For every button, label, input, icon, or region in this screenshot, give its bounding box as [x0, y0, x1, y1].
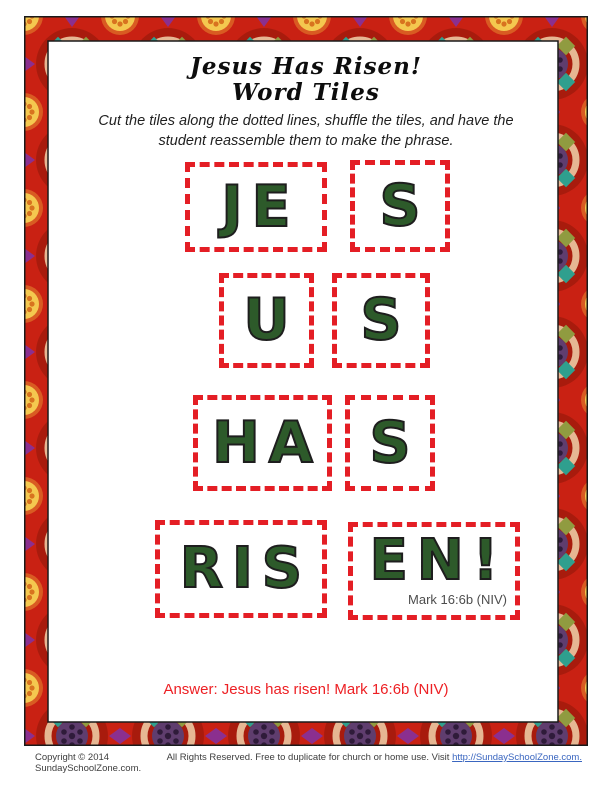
tile-letters: EN! — [369, 528, 508, 593]
word-tile-en — [348, 522, 520, 620]
page-title-line2: Word Tiles — [232, 79, 380, 106]
word-tile-s2 — [332, 273, 430, 368]
copyright-text: Copyright © 2014 SundaySchoolZone.com. — [35, 752, 142, 774]
word-tile-s3 — [345, 395, 435, 491]
word-tile-u — [219, 273, 314, 368]
word-tile-s1 — [350, 160, 450, 252]
instructions-text — [56, 111, 556, 151]
tile-letters: U — [243, 287, 299, 353]
rights-text: All Rights Reserved. Free to duplicate for church or home use. Visit http://SundaySchoolZone.com. — [166, 752, 582, 763]
answer-text: Answer: Jesus has risen! Mark 16:6b (NIV) — [163, 681, 449, 698]
word-tile-ris — [155, 520, 327, 618]
page-title-line1: Jesus Has Risen! — [190, 53, 422, 80]
tile-letters: JE — [221, 173, 300, 240]
tile-letters: HA — [212, 409, 322, 476]
tile-letters: S — [379, 172, 430, 239]
instructions-line2: student reassemble them to make the phrase. — [158, 133, 454, 149]
tile-letters: RIS — [179, 536, 312, 601]
page-footer — [35, 752, 582, 774]
page-title — [0, 54, 612, 106]
tile-letters: S — [360, 287, 411, 353]
word-tile-ha — [193, 395, 332, 491]
instructions-line1: Cut the tiles along the dotted lines, shuffle the tiles, and have the — [98, 113, 514, 129]
tile-letters: S — [369, 409, 420, 476]
word-tile-je — [185, 162, 327, 252]
sundayschoolzone-link[interactable]: http://SundaySchoolZone.com. — [452, 752, 582, 763]
verse-reference: Mark 16:6b (NIV) — [408, 592, 507, 607]
